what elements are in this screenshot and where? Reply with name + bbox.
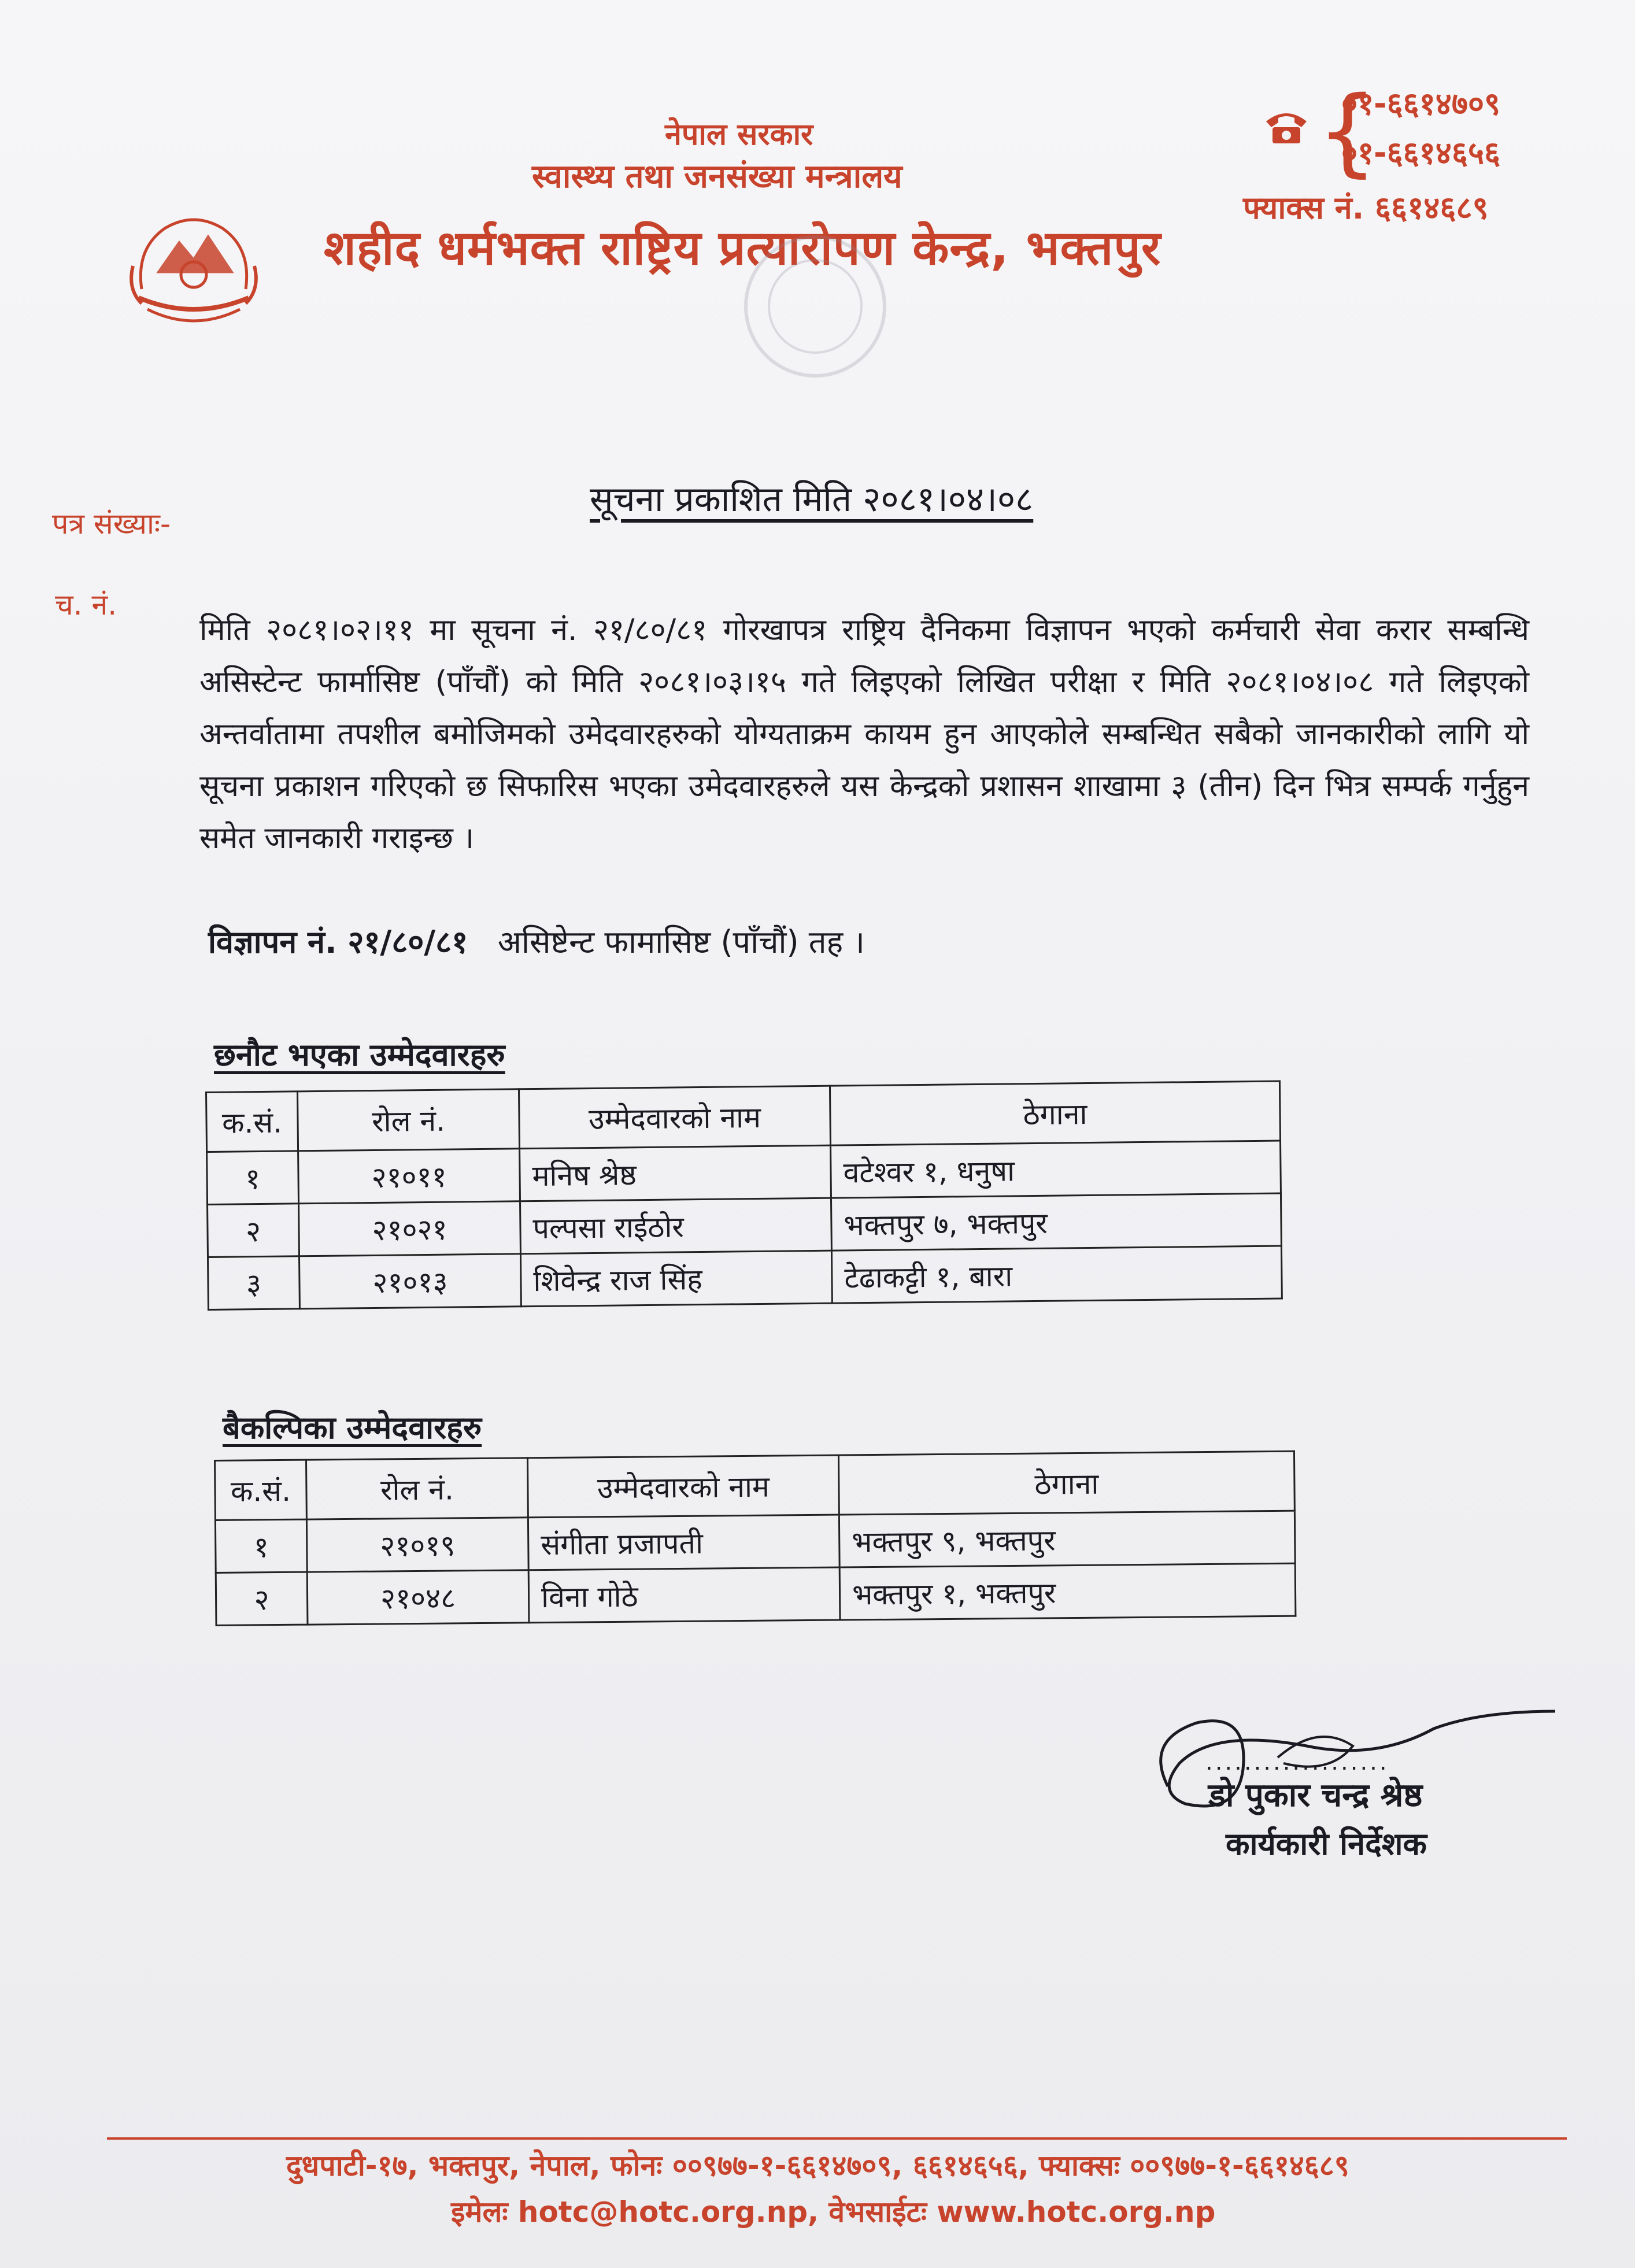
table-row [208,1246,1282,1309]
phone-number-2: ०१-६६१४६५६ [1341,135,1501,171]
signatory-designation: कार्यकारी निर्देशक [1226,1826,1427,1862]
serial-cell: २ [208,1204,299,1257]
column-header: ठेगाना [838,1451,1294,1515]
serial-cell: २ [216,1572,308,1625]
address-cell: भक्तपुर ९, भक्तपुर [839,1511,1295,1567]
signatory-name: डो पुकार चन्द्र श्रेष्ठ [1208,1777,1423,1814]
phone-number-1: ०१-६६१४७०९ [1341,86,1501,122]
table-header-row [206,1081,1281,1152]
notice-title: सूचना प्रकाशित मिति २०८१।०४।०८ [590,479,1034,520]
ministry-name: स्वास्थ्य तथा जनसंख्या मन्त्रालय [532,158,902,195]
government-name: नेपाल सरकार [665,117,813,152]
notice-body: मिति २०८१।०२।११ मा सूचना नं. २१/८०/८१ गोरखापत्र राष्ट्रिय दैनिकमा विज्ञापन भएको कर्मचारी सेवा करार सम्बन्धि असिस्टेन्ट फार्मासिष्ट (पाँचौं) को मिति २०८१।०३।१५ गते लिइएको लिखित परीक्षा र मिति २०८१।०४।०८ गते लिइएको अन्तर्वातामा तपशील बमोजिमको उमेदवारहरुको योग्यताक्रम कायम हुन आएकोले सम्बन्धित सबैको जानकारीको लागि यो सूचना प्रकाशन गरिएको छ सिफारिस भएका उमेदवारहरुले यस केन्द्रको प्रशासन शाखामा ३ (तीन) दिन भित्र सम्पर्क गर्नुहुन समेत जानकारी गराइन्छ । [199,613,1529,856]
name-cell: पल्पसा राईठोर [520,1198,832,1254]
roll-cell: २१०४८ [307,1570,529,1625]
roll-cell: २१०१३ [299,1254,521,1309]
advertisement-line [208,919,865,962]
address-cell: टेढाकट्टी १, बारा [831,1246,1282,1303]
name-cell: शिवेन्द्र राज सिंह [520,1250,832,1307]
alternate-candidates-table [214,1451,1296,1626]
table-header-row [215,1451,1295,1520]
address-cell: भक्तपुर १, भक्तपुर [839,1563,1296,1620]
column-header: क.सं. [215,1460,307,1520]
footer-contact: इमेलः hotc@hotc.org.np, वेभसाईटः www.hotc.org.np [451,2195,1216,2229]
column-header: ठेगाना [830,1081,1280,1145]
advertisement-post: असिष्टेन्ट फामासिष्ट (पाँचौं) तह । [497,924,865,960]
fax-number: फ्याक्स नं. ६६१४६८९ [1243,190,1489,226]
faded-stamp-icon [694,231,937,382]
column-header: रोल नं. [306,1458,528,1519]
column-header: क.सं. [206,1092,298,1152]
dispatch-number-label: च. नं. [55,588,117,621]
serial-cell: ३ [208,1256,300,1310]
roll-cell: २१०१९ [306,1518,528,1572]
signature-dotted-line: ................... [1205,1749,1389,1775]
table-row [216,1563,1296,1625]
serial-cell: १ [215,1519,307,1573]
column-header: उम्मेदवारको नाम [527,1455,839,1518]
selected-candidates-title: छनौट भएका उम्मेदवारहरु [214,1037,505,1073]
column-header: रोल नं. [298,1089,520,1151]
address-cell: भक्तपुर ७, भक्तपुर [831,1193,1281,1250]
address-cell: वटेश्वर १, धनुषा [831,1141,1281,1198]
selected-candidates-table [205,1081,1283,1311]
name-cell: संगीता प्रजापती [528,1515,839,1570]
roll-cell: २१०२१ [299,1201,521,1256]
center-name: शहीद धर्मभक्त राष्ट्रिय प्रत्यारोपण केन्द्र, भक्तपुर [324,221,1161,276]
nepal-emblem-icon [124,202,263,335]
column-header: उम्मेदवारको नाम [519,1086,830,1149]
footer-divider [107,2137,1567,2140]
footer-address: दुधपाटी-१७, भक्तपुर, नेपाल, फोनः ००९७७-१-६६१४७०९, ६६१४६५६, फ्याक्सः ००९७७-१-६६१४६८९ [286,2149,1349,2182]
serial-cell: १ [207,1151,299,1205]
advertisement-number: विज्ञापन नं. २१/८०/८१ [208,924,468,960]
name-cell: मनिष श्रेष्ठ [520,1145,831,1201]
table-row [215,1511,1295,1573]
letter-number-label: पत्र संख्याः- [52,507,171,541]
name-cell: विना गोठे [528,1567,840,1623]
telephone-icon [1263,105,1310,146]
roll-cell: २१०११ [298,1149,520,1204]
alternate-candidates-title: बैकल्पिका उम्मेदवारहरु [223,1409,482,1446]
phone-brace: { [1317,76,1378,187]
